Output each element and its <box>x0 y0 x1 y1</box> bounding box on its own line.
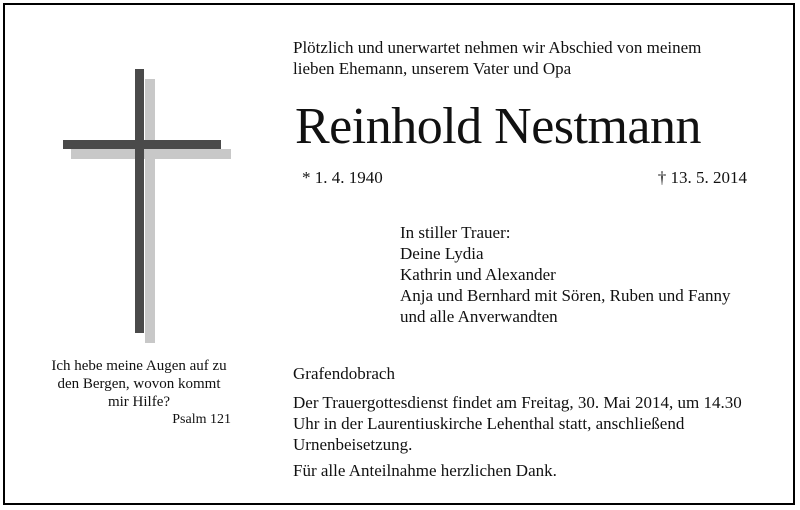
psalm-line: Ich hebe meine Augen auf zu <box>51 358 227 374</box>
service-line: Uhr in der Laurentiuskirche Lehenthal statt, anschließend <box>293 414 685 433</box>
thanks-note: Für alle Anteilnahme herzlichen Dank. <box>293 461 557 480</box>
cross-shadow-vertical <box>145 79 155 343</box>
intro-line: Plötzlich und unerwartet nehmen wir Abschied von meinem <box>293 38 702 57</box>
service-line: Der Trauergottesdienst findet am Freitag, 30. Mai 2014, um 14.30 <box>293 393 742 412</box>
mourners-list <box>400 222 731 327</box>
intro-line: lieben Ehemann, unserem Vater und Opa <box>293 59 572 78</box>
service-info <box>293 392 783 455</box>
mourner-entry: Deine Lydia <box>400 244 484 263</box>
death-date: † 13. 5. 2014 <box>657 168 747 187</box>
psalm-line: mir Hilfe? <box>107 394 171 410</box>
cross-beam-horizontal <box>63 140 221 149</box>
intro-text <box>293 37 701 79</box>
cross-shadow-horizontal <box>71 149 231 159</box>
location: Grafendobrach <box>293 364 395 383</box>
cross-beam-vertical <box>135 69 144 333</box>
mourners-heading: In stiller Trauer: <box>400 223 511 242</box>
obituary-frame <box>3 3 795 505</box>
psalm-line: den Bergen, wovon kommt <box>57 376 221 392</box>
psalm-quote <box>39 357 239 411</box>
cross-icon <box>61 67 231 347</box>
service-line: Urnenbeisetzung. <box>293 435 413 454</box>
deceased-name: Reinhold Nestmann <box>295 98 702 155</box>
birth-date: * 1. 4. 1940 <box>302 168 383 187</box>
mourner-entry: Kathrin und Alexander <box>400 265 556 284</box>
mourner-entry: Anja und Bernhard mit Sören, Ruben und Fanny <box>400 286 731 305</box>
mourner-entry: und alle Anverwandten <box>400 307 558 326</box>
psalm-reference: Psalm 121 <box>172 412 231 427</box>
